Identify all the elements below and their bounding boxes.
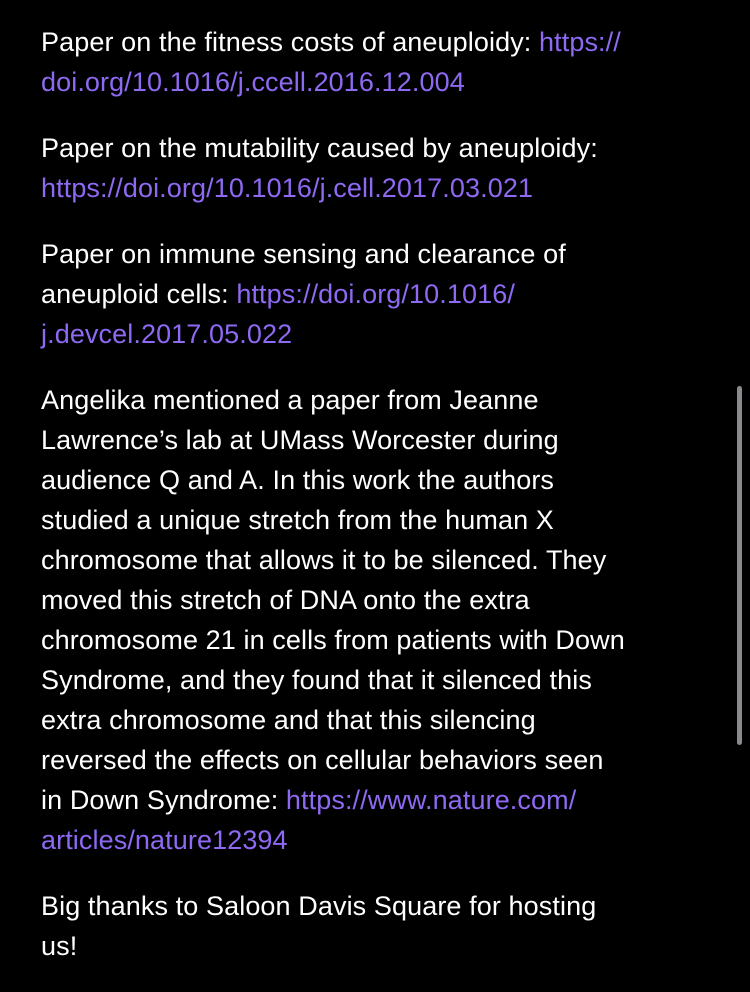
text-line [41,580,721,620]
nature-link[interactable]: https://www.nature.com/ [285,785,577,815]
text-line [41,660,721,700]
paragraph-thanks [41,886,721,966]
text-line [41,128,721,168]
line-text: aneuploid cells: [41,279,237,309]
paragraph-mutability [41,128,721,208]
text-line [41,62,721,102]
text-line [41,540,721,580]
text-line [41,460,721,500]
paragraph-immune-sensing [41,234,721,354]
line-text: Paper on the mutability caused by aneuploidy: [41,133,598,163]
nature-link-cont[interactable]: articles/nature12394 [41,825,288,855]
line-text: in Down Syndrome: [41,785,286,815]
text-line [41,926,721,966]
text-line [41,886,721,926]
doi-link-devcel[interactable]: https://doi.org/10.1016/ [236,279,515,309]
doi-link-ccell[interactable]: https:// [539,27,621,57]
line-text: Lawrence’s lab at UMass Worcester during [41,425,559,455]
paragraph-angelika-paper [41,380,721,860]
text-line [41,620,721,660]
text-line [41,780,721,820]
text-line [41,274,721,314]
line-text: chromosome 21 in cells from patients with Down [41,625,625,655]
text-content [41,22,721,992]
doi-link-ccell-cont[interactable]: doi.org/10.1016/j.ccell.2016.12.004 [41,67,465,97]
paragraph-fitness-costs [41,22,721,102]
line-text: Syndrome, and they found that it silenced this [41,665,592,695]
text-line [41,700,721,740]
text-line [41,234,721,274]
line-text: us! [41,931,78,961]
line-text: chromosome that allows it to be silenced. They [41,545,607,575]
doi-link-devcel-cont[interactable]: j.devcel.2017.05.022 [41,319,293,349]
text-line [41,380,721,420]
text-line [41,500,721,540]
text-line [41,22,721,62]
text-line [41,168,721,208]
line-text: Paper on immune sensing and clearance of [41,239,566,269]
text-line [41,314,721,354]
text-line [41,420,721,460]
doi-link-cell[interactable]: https://doi.org/10.1016/j.cell.2017.03.021 [41,173,534,203]
text-line [41,820,721,860]
line-text: moved this stretch of DNA onto the extra [41,585,530,615]
line-text: audience Q and A. In this work the authors [41,465,555,495]
line-text: extra chromosome and that this silencing [41,705,536,735]
line-text: Paper on the fitness costs of aneuploidy: [41,27,540,57]
line-text: Angelika mentioned a paper from Jeanne [41,385,539,415]
line-text: studied a unique stretch from the human X [41,505,554,535]
text-line [41,740,721,780]
line-text: Big thanks to Saloon Davis Square for hosting [41,891,597,921]
line-text: reversed the effects on cellular behaviors seen [41,745,604,775]
vertical-scrollbar[interactable] [737,386,742,745]
